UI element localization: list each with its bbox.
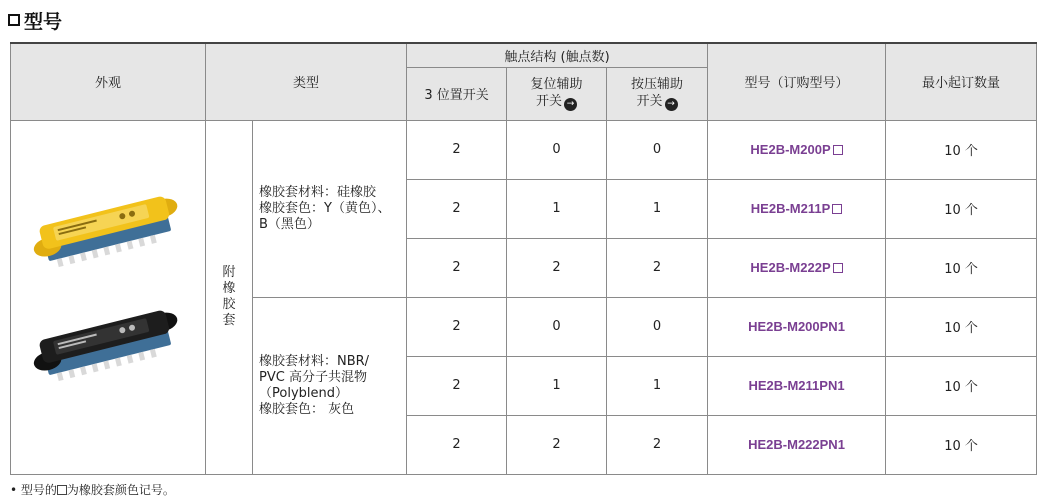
cell-reset: 0 (507, 120, 607, 179)
arrow-right-circle-icon: → (665, 98, 678, 111)
cell-qty: 10 个 (886, 238, 1037, 297)
type-boot-label: 附 橡 胶 套 (206, 120, 253, 474)
header-min-qty: 最小起订数量 (886, 43, 1037, 120)
header-reset-aux-switch (507, 67, 607, 120)
section-title (8, 6, 62, 34)
color-code-box-icon (833, 145, 843, 155)
cell-model: HE2B-M222PN1 (708, 415, 886, 474)
cell-pos3: 2 (407, 415, 507, 474)
appearance-cell (11, 120, 206, 474)
cell-reset: 2 (507, 415, 607, 474)
cell-pos3: 2 (407, 120, 507, 179)
model-table (10, 42, 1037, 475)
cell-press: 0 (607, 297, 708, 356)
cell-model: HE2B-M200PN1 (708, 297, 886, 356)
cell-reset: 1 (507, 179, 607, 238)
table-row (11, 120, 1037, 179)
enabling-switch-image (11, 122, 206, 473)
color-code-box-icon (833, 263, 843, 273)
header-contact-structure: 触点结构 (触点数) (407, 43, 708, 67)
boot-material-desc-2: 橡胶套材料：NBR/ PVC 高分子共混物 （Polyblend） 橡胶套色： 灰色 (253, 297, 407, 474)
header-appearance: 外观 (11, 43, 206, 120)
header-press-aux-switch (607, 67, 708, 120)
cell-pos3: 2 (407, 297, 507, 356)
cell-pos3: 2 (407, 179, 507, 238)
cell-qty: 10 个 (886, 297, 1037, 356)
cell-reset: 2 (507, 238, 607, 297)
cell-press: 0 (607, 120, 708, 179)
product-photo (11, 122, 205, 473)
footnote-prefix: • 型号的 (10, 483, 57, 497)
cell-reset: 0 (507, 297, 607, 356)
header-type: 类型 (206, 43, 407, 120)
cell-model: HE2B-M211P (708, 179, 886, 238)
cell-model: HE2B-M211PN1 (708, 356, 886, 415)
square-bullet-icon (8, 14, 20, 26)
color-code-box-icon (832, 204, 842, 214)
cell-press: 2 (607, 415, 708, 474)
header-reset-aux-line2: 开关 (536, 94, 563, 109)
header-reset-aux-line1: 复位辅助 (530, 77, 583, 92)
cell-qty: 10 个 (886, 415, 1037, 474)
header-press-aux-line2: 开关 (636, 94, 663, 109)
footnote-suffix: 为橡胶套颜色记号。 (66, 483, 175, 497)
section-title-text: 型号 (24, 10, 63, 33)
header-model: 型号（订购型号） (708, 43, 886, 120)
header-press-aux-line1: 按压辅助 (631, 77, 684, 92)
cell-pos3: 2 (407, 356, 507, 415)
header-3-position-switch: 3 位置开关 (407, 67, 507, 120)
footnote (10, 481, 175, 498)
boot-material-desc-1: 橡胶套材料：硅橡胶 橡胶套色：Y（黄色）、 B（黑色） (253, 120, 407, 297)
cell-qty: 10 个 (886, 179, 1037, 238)
cell-reset: 1 (507, 356, 607, 415)
cell-press: 2 (607, 238, 708, 297)
arrow-right-circle-icon: → (564, 98, 577, 111)
cell-qty: 10 个 (886, 356, 1037, 415)
color-code-box-icon (57, 485, 67, 495)
cell-qty: 10 个 (886, 120, 1037, 179)
cell-press: 1 (607, 356, 708, 415)
cell-model: HE2B-M222P (708, 238, 886, 297)
cell-model: HE2B-M200P (708, 120, 886, 179)
cell-pos3: 2 (407, 238, 507, 297)
cell-press: 1 (607, 179, 708, 238)
